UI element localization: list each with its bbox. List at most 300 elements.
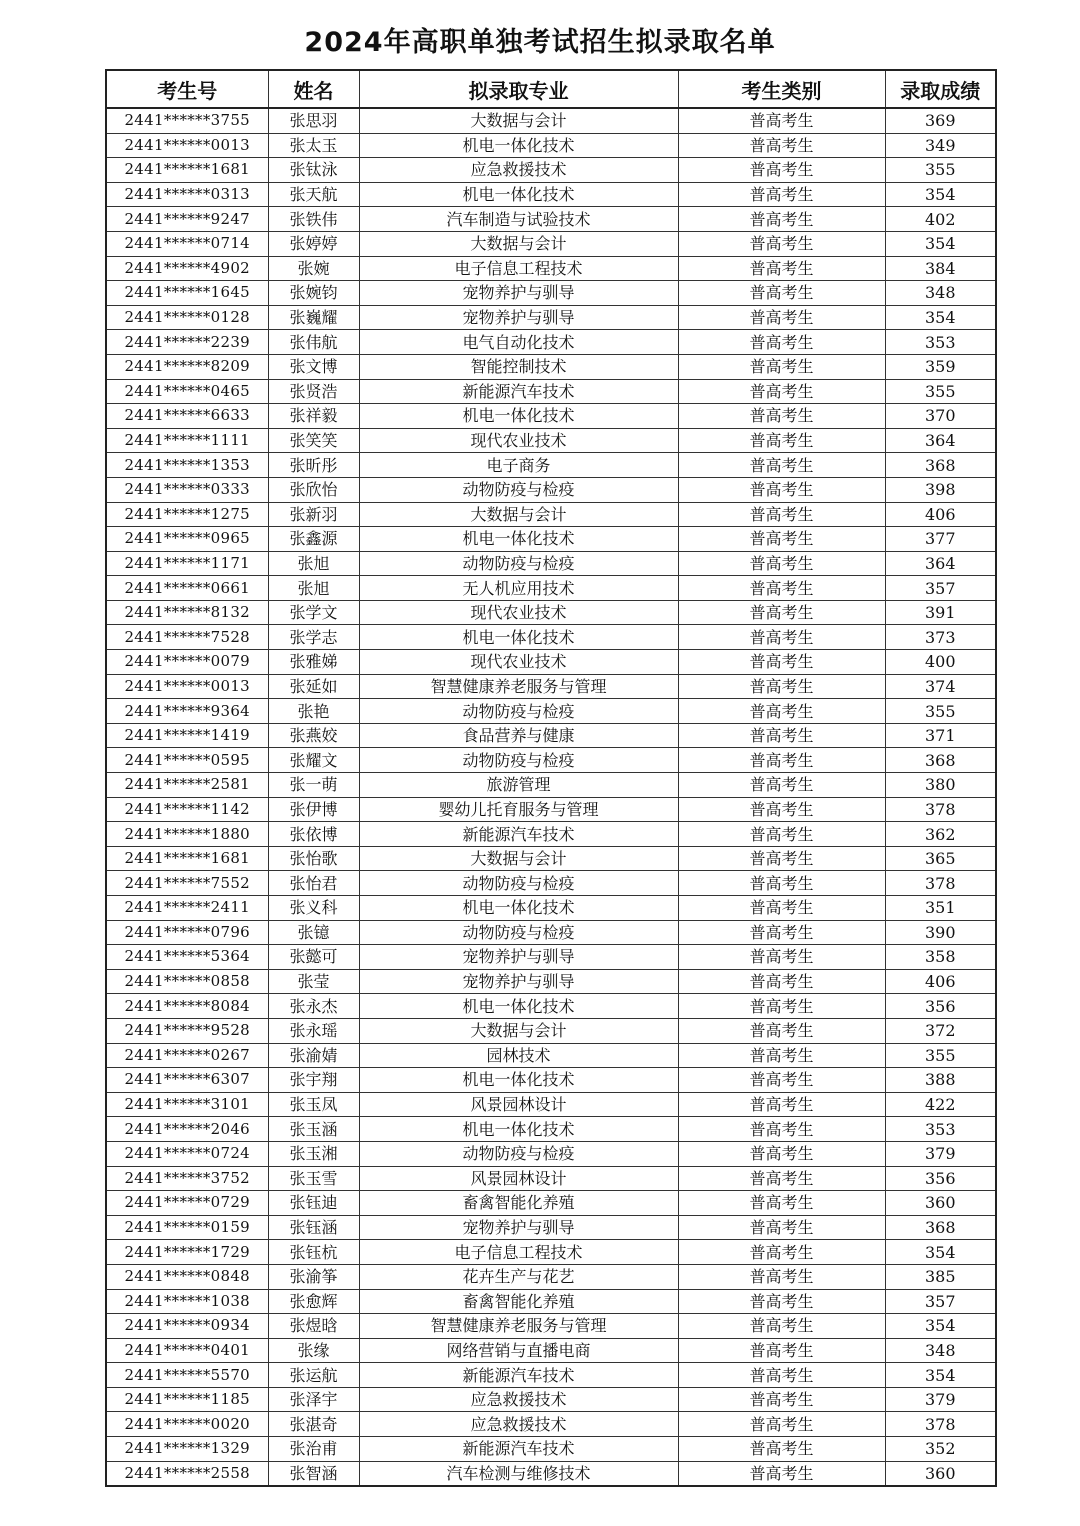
candidate-id-cell: 2441******0159	[106, 1215, 268, 1240]
major-cell: 汽车检测与维修技术	[359, 1461, 678, 1486]
category-cell: 普高考生	[678, 133, 885, 158]
page-title: 2024年高职单独考试招生拟录取名单	[304, 27, 776, 58]
candidate-id-cell: 2441******0020	[106, 1412, 268, 1437]
candidate-id-cell: 2441******0796	[106, 920, 268, 945]
name-cell: 张怡歌	[268, 846, 359, 871]
table-row	[106, 1387, 996, 1412]
major-cell: 机电一体化技术	[359, 527, 678, 552]
category-cell: 普高考生	[678, 1314, 885, 1339]
name-cell: 张镱	[268, 920, 359, 945]
score-cell: 379	[885, 1141, 996, 1166]
major-cell: 食品营养与健康	[359, 723, 678, 748]
category-cell: 普高考生	[678, 1191, 885, 1216]
major-cell: 动物防疫与检疫	[359, 1141, 678, 1166]
name-cell: 张燕姣	[268, 723, 359, 748]
header-category: 考生类别	[678, 70, 885, 108]
candidate-id-cell: 2441******0714	[106, 231, 268, 256]
score-cell: 388	[885, 1068, 996, 1093]
category-cell: 普高考生	[678, 1043, 885, 1068]
name-cell: 张文博	[268, 354, 359, 379]
candidate-id-cell: 2441******1681	[106, 158, 268, 183]
category-cell: 普高考生	[678, 1240, 885, 1265]
major-cell: 机电一体化技术	[359, 404, 678, 429]
candidate-id-cell: 2441******1681	[106, 846, 268, 871]
category-cell: 普高考生	[678, 453, 885, 478]
table-row	[106, 723, 996, 748]
table-row	[106, 748, 996, 773]
major-cell: 网络营销与直播电商	[359, 1338, 678, 1363]
table-row	[106, 1338, 996, 1363]
header-major: 拟录取专业	[359, 70, 678, 108]
score-cell: 398	[885, 477, 996, 502]
name-cell: 张伟航	[268, 330, 359, 355]
major-cell: 风景园林设计	[359, 1092, 678, 1117]
major-cell: 电子商务	[359, 453, 678, 478]
table-row	[106, 1314, 996, 1339]
major-cell: 动物防疫与检疫	[359, 699, 678, 724]
score-cell: 370	[885, 404, 996, 429]
table-row	[106, 428, 996, 453]
name-cell: 张学志	[268, 625, 359, 650]
score-cell: 385	[885, 1264, 996, 1289]
table-row	[106, 404, 996, 429]
category-cell: 普高考生	[678, 256, 885, 281]
candidate-id-cell: 2441******1275	[106, 502, 268, 527]
major-cell: 花卉生产与花艺	[359, 1264, 678, 1289]
candidate-id-cell: 2441******0079	[106, 650, 268, 675]
category-cell: 普高考生	[678, 723, 885, 748]
major-cell: 电气自动化技术	[359, 330, 678, 355]
candidate-id-cell: 2441******1111	[106, 428, 268, 453]
name-cell: 张一萌	[268, 773, 359, 798]
table-row	[106, 182, 996, 207]
candidate-id-cell: 2441******0333	[106, 477, 268, 502]
name-cell: 张笑笑	[268, 428, 359, 453]
score-cell: 348	[885, 1338, 996, 1363]
table-row	[106, 1117, 996, 1142]
score-cell: 356	[885, 1166, 996, 1191]
score-cell: 368	[885, 1215, 996, 1240]
table-row	[106, 1166, 996, 1191]
name-cell: 张永瑶	[268, 1018, 359, 1043]
name-cell: 张渝筝	[268, 1264, 359, 1289]
major-cell: 现代农业技术	[359, 428, 678, 453]
candidate-id-cell: 2441******0965	[106, 527, 268, 552]
table-row	[106, 846, 996, 871]
name-cell: 张湛奇	[268, 1412, 359, 1437]
table-row	[106, 1289, 996, 1314]
major-cell: 汽车制造与试验技术	[359, 207, 678, 232]
score-cell: 355	[885, 1043, 996, 1068]
candidate-id-cell: 2441******3755	[106, 108, 268, 133]
score-cell: 374	[885, 674, 996, 699]
name-cell: 张延如	[268, 674, 359, 699]
major-cell: 大数据与会计	[359, 231, 678, 256]
score-cell: 391	[885, 600, 996, 625]
name-cell: 张依博	[268, 822, 359, 847]
candidate-id-cell: 2441******8209	[106, 354, 268, 379]
name-cell: 张钛泳	[268, 158, 359, 183]
category-cell: 普高考生	[678, 1141, 885, 1166]
name-cell: 张泽宇	[268, 1387, 359, 1412]
score-cell: 364	[885, 428, 996, 453]
table-body	[106, 108, 996, 1486]
name-cell: 张煜晗	[268, 1314, 359, 1339]
name-cell: 张旭	[268, 551, 359, 576]
category-cell: 普高考生	[678, 428, 885, 453]
category-cell: 普高考生	[678, 994, 885, 1019]
table-row	[106, 231, 996, 256]
candidate-id-cell: 2441******9528	[106, 1018, 268, 1043]
major-cell: 动物防疫与检疫	[359, 748, 678, 773]
candidate-id-cell: 2441******1353	[106, 453, 268, 478]
category-cell: 普高考生	[678, 699, 885, 724]
score-cell: 359	[885, 354, 996, 379]
category-cell: 普高考生	[678, 797, 885, 822]
major-cell: 大数据与会计	[359, 846, 678, 871]
category-cell: 普高考生	[678, 108, 885, 133]
candidate-id-cell: 2441******2411	[106, 896, 268, 921]
name-cell: 张巍耀	[268, 305, 359, 330]
major-cell: 新能源汽车技术	[359, 379, 678, 404]
category-cell: 普高考生	[678, 674, 885, 699]
table-row	[106, 305, 996, 330]
name-cell: 张玉湘	[268, 1141, 359, 1166]
score-cell: 355	[885, 158, 996, 183]
table-row	[106, 650, 996, 675]
candidate-id-cell: 2441******0934	[106, 1314, 268, 1339]
table-row	[106, 1363, 996, 1388]
score-cell: 354	[885, 231, 996, 256]
category-cell: 普高考生	[678, 1437, 885, 1462]
table-row	[106, 207, 996, 232]
score-cell: 402	[885, 207, 996, 232]
table-row	[106, 674, 996, 699]
table-row	[106, 256, 996, 281]
candidate-id-cell: 2441******0724	[106, 1141, 268, 1166]
table-row	[106, 502, 996, 527]
major-cell: 智慧健康养老服务与管理	[359, 674, 678, 699]
name-cell: 张耀文	[268, 748, 359, 773]
candidate-id-cell: 2441******4902	[106, 256, 268, 281]
candidate-id-cell: 2441******5364	[106, 945, 268, 970]
candidate-id-cell: 2441******2581	[106, 773, 268, 798]
category-cell: 普高考生	[678, 650, 885, 675]
score-cell: 354	[885, 182, 996, 207]
name-cell: 张宇翔	[268, 1068, 359, 1093]
score-cell: 352	[885, 1437, 996, 1462]
table-row	[106, 773, 996, 798]
category-cell: 普高考生	[678, 527, 885, 552]
table-row	[106, 477, 996, 502]
table-row	[106, 354, 996, 379]
score-cell: 400	[885, 650, 996, 675]
candidate-id-cell: 2441******3101	[106, 1092, 268, 1117]
candidate-id-cell: 2441******0013	[106, 133, 268, 158]
category-cell: 普高考生	[678, 920, 885, 945]
score-cell: 379	[885, 1387, 996, 1412]
score-cell: 354	[885, 1240, 996, 1265]
candidate-id-cell: 2441******0313	[106, 182, 268, 207]
candidate-id-cell: 2441******8084	[106, 994, 268, 1019]
table-row	[106, 896, 996, 921]
name-cell: 张婷婷	[268, 231, 359, 256]
score-cell: 380	[885, 773, 996, 798]
name-cell: 张思羽	[268, 108, 359, 133]
candidate-id-cell: 2441******7552	[106, 871, 268, 896]
name-cell: 张鑫源	[268, 527, 359, 552]
score-cell: 349	[885, 133, 996, 158]
category-cell: 普高考生	[678, 576, 885, 601]
candidate-id-cell: 2441******1645	[106, 281, 268, 306]
table-row	[106, 551, 996, 576]
score-cell: 353	[885, 1117, 996, 1142]
header-candidate-id: 考生号	[106, 70, 268, 108]
category-cell: 普高考生	[678, 969, 885, 994]
major-cell: 电子信息工程技术	[359, 256, 678, 281]
major-cell: 宠物养护与驯导	[359, 1215, 678, 1240]
category-cell: 普高考生	[678, 1363, 885, 1388]
score-cell: 384	[885, 256, 996, 281]
table-row	[106, 281, 996, 306]
candidate-id-cell: 2441******0595	[106, 748, 268, 773]
category-cell: 普高考生	[678, 551, 885, 576]
name-cell: 张愈辉	[268, 1289, 359, 1314]
name-cell: 张雅娣	[268, 650, 359, 675]
name-cell: 张渝婧	[268, 1043, 359, 1068]
table-row	[106, 1043, 996, 1068]
category-cell: 普高考生	[678, 182, 885, 207]
major-cell: 现代农业技术	[359, 600, 678, 625]
category-cell: 普高考生	[678, 477, 885, 502]
major-cell: 机电一体化技术	[359, 896, 678, 921]
table-row	[106, 1437, 996, 1462]
score-cell: 373	[885, 625, 996, 650]
category-cell: 普高考生	[678, 207, 885, 232]
category-cell: 普高考生	[678, 773, 885, 798]
score-cell: 406	[885, 969, 996, 994]
category-cell: 普高考生	[678, 1018, 885, 1043]
name-cell: 张伊博	[268, 797, 359, 822]
score-cell: 390	[885, 920, 996, 945]
candidate-id-cell: 2441******0858	[106, 969, 268, 994]
major-cell: 旅游管理	[359, 773, 678, 798]
table-row	[106, 1018, 996, 1043]
candidate-id-cell: 2441******1171	[106, 551, 268, 576]
category-cell: 普高考生	[678, 1387, 885, 1412]
score-cell: 378	[885, 871, 996, 896]
name-cell: 张玉雪	[268, 1166, 359, 1191]
score-cell: 371	[885, 723, 996, 748]
major-cell: 机电一体化技术	[359, 1117, 678, 1142]
category-cell: 普高考生	[678, 1461, 885, 1486]
name-cell: 张玉凤	[268, 1092, 359, 1117]
major-cell: 机电一体化技术	[359, 625, 678, 650]
name-cell: 张莹	[268, 969, 359, 994]
score-cell: 356	[885, 994, 996, 1019]
major-cell: 电子信息工程技术	[359, 1240, 678, 1265]
category-cell: 普高考生	[678, 1117, 885, 1142]
score-cell: 378	[885, 797, 996, 822]
table-row	[106, 133, 996, 158]
name-cell: 张钰杭	[268, 1240, 359, 1265]
score-cell: 368	[885, 453, 996, 478]
candidate-id-cell: 2441******0267	[106, 1043, 268, 1068]
name-cell: 张旭	[268, 576, 359, 601]
major-cell: 大数据与会计	[359, 1018, 678, 1043]
candidate-id-cell: 2441******6307	[106, 1068, 268, 1093]
major-cell: 动物防疫与检疫	[359, 871, 678, 896]
major-cell: 无人机应用技术	[359, 576, 678, 601]
name-cell: 张祥毅	[268, 404, 359, 429]
category-cell: 普高考生	[678, 1289, 885, 1314]
candidate-id-cell: 2441******2239	[106, 330, 268, 355]
name-cell: 张新羽	[268, 502, 359, 527]
score-cell: 355	[885, 699, 996, 724]
table-row	[106, 1264, 996, 1289]
score-cell: 365	[885, 846, 996, 871]
category-cell: 普高考生	[678, 330, 885, 355]
candidate-id-cell: 2441******1880	[106, 822, 268, 847]
category-cell: 普高考生	[678, 305, 885, 330]
score-cell: 353	[885, 330, 996, 355]
category-cell: 普高考生	[678, 502, 885, 527]
category-cell: 普高考生	[678, 896, 885, 921]
table-row	[106, 379, 996, 404]
category-cell: 普高考生	[678, 625, 885, 650]
candidate-id-cell: 2441******6633	[106, 404, 268, 429]
category-cell: 普高考生	[678, 354, 885, 379]
major-cell: 宠物养护与驯导	[359, 945, 678, 970]
score-cell: 354	[885, 1363, 996, 1388]
major-cell: 宠物养护与驯导	[359, 305, 678, 330]
admission-table	[105, 69, 997, 1487]
score-cell: 360	[885, 1461, 996, 1486]
major-cell: 应急救援技术	[359, 1387, 678, 1412]
table-row	[106, 1461, 996, 1486]
major-cell: 婴幼儿托育服务与管理	[359, 797, 678, 822]
name-cell: 张贤浩	[268, 379, 359, 404]
name-cell: 张钰涵	[268, 1215, 359, 1240]
name-cell: 张婉	[268, 256, 359, 281]
category-cell: 普高考生	[678, 748, 885, 773]
table-row	[106, 453, 996, 478]
category-cell: 普高考生	[678, 158, 885, 183]
table-row	[106, 945, 996, 970]
major-cell: 动物防疫与检疫	[359, 920, 678, 945]
table-row	[106, 699, 996, 724]
category-cell: 普高考生	[678, 281, 885, 306]
score-cell: 354	[885, 305, 996, 330]
candidate-id-cell: 2441******1729	[106, 1240, 268, 1265]
major-cell: 新能源汽车技术	[359, 1363, 678, 1388]
name-cell: 张治甫	[268, 1437, 359, 1462]
table-row	[106, 625, 996, 650]
major-cell: 智慧健康养老服务与管理	[359, 1314, 678, 1339]
name-cell: 张义科	[268, 896, 359, 921]
name-cell: 张怡君	[268, 871, 359, 896]
score-cell: 360	[885, 1191, 996, 1216]
table-row	[106, 822, 996, 847]
score-cell: 372	[885, 1018, 996, 1043]
score-cell: 406	[885, 502, 996, 527]
major-cell: 畜禽智能化养殖	[359, 1289, 678, 1314]
score-cell: 354	[885, 1314, 996, 1339]
name-cell: 张艳	[268, 699, 359, 724]
header-score: 录取成绩	[885, 70, 996, 108]
table-row	[106, 1141, 996, 1166]
candidate-id-cell: 2441******9364	[106, 699, 268, 724]
name-cell: 张智涵	[268, 1461, 359, 1486]
category-cell: 普高考生	[678, 600, 885, 625]
category-cell: 普高考生	[678, 1412, 885, 1437]
table-row	[106, 969, 996, 994]
name-cell: 张铁伟	[268, 207, 359, 232]
name-cell: 张永杰	[268, 994, 359, 1019]
major-cell: 机电一体化技术	[359, 994, 678, 1019]
category-cell: 普高考生	[678, 404, 885, 429]
table-row	[106, 108, 996, 133]
table-row	[106, 527, 996, 552]
major-cell: 园林技术	[359, 1043, 678, 1068]
major-cell: 机电一体化技术	[359, 133, 678, 158]
major-cell: 智能控制技术	[359, 354, 678, 379]
category-cell: 普高考生	[678, 1338, 885, 1363]
name-cell: 张太玉	[268, 133, 359, 158]
table-row	[106, 1215, 996, 1240]
score-cell: 348	[885, 281, 996, 306]
major-cell: 动物防疫与检疫	[359, 477, 678, 502]
header-name: 姓名	[268, 70, 359, 108]
score-cell: 362	[885, 822, 996, 847]
name-cell: 张缘	[268, 1338, 359, 1363]
table-row	[106, 1092, 996, 1117]
candidate-id-cell: 2441******0013	[106, 674, 268, 699]
candidate-id-cell: 2441******1419	[106, 723, 268, 748]
category-cell: 普高考生	[678, 822, 885, 847]
score-cell: 351	[885, 896, 996, 921]
candidate-id-cell: 2441******2046	[106, 1117, 268, 1142]
score-cell: 377	[885, 527, 996, 552]
score-cell: 369	[885, 108, 996, 133]
candidate-id-cell: 2441******5570	[106, 1363, 268, 1388]
major-cell: 宠物养护与驯导	[359, 969, 678, 994]
score-cell: 364	[885, 551, 996, 576]
score-cell: 355	[885, 379, 996, 404]
candidate-id-cell: 2441******1142	[106, 797, 268, 822]
name-cell: 张运航	[268, 1363, 359, 1388]
candidate-id-cell: 2441******8132	[106, 600, 268, 625]
table-row	[106, 797, 996, 822]
name-cell: 张懿可	[268, 945, 359, 970]
candidate-id-cell: 2441******1038	[106, 1289, 268, 1314]
score-cell: 368	[885, 748, 996, 773]
table-row	[106, 600, 996, 625]
table-row	[106, 1191, 996, 1216]
major-cell: 大数据与会计	[359, 108, 678, 133]
name-cell: 张昕彤	[268, 453, 359, 478]
table-row	[106, 994, 996, 1019]
candidate-id-cell: 2441******2558	[106, 1461, 268, 1486]
candidate-id-cell: 2441******1185	[106, 1387, 268, 1412]
candidate-id-cell: 2441******7528	[106, 625, 268, 650]
major-cell: 机电一体化技术	[359, 182, 678, 207]
major-cell: 宠物养护与驯导	[359, 281, 678, 306]
category-cell: 普高考生	[678, 846, 885, 871]
candidate-id-cell: 2441******3752	[106, 1166, 268, 1191]
name-cell: 张钰迪	[268, 1191, 359, 1216]
candidate-id-cell: 2441******0848	[106, 1264, 268, 1289]
